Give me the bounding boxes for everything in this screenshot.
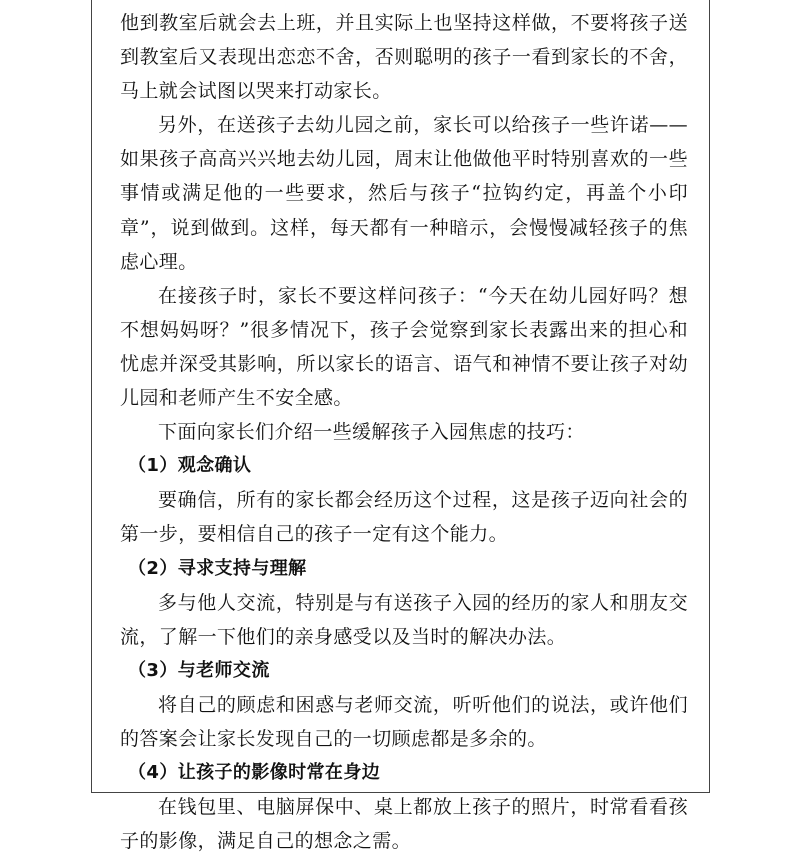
tip-heading-2: （2）寻求支持与理解 bbox=[128, 557, 307, 579]
page-content bbox=[120, 6, 688, 858]
tip-text-2: 多与他人交流，特别是与有送孩子入园的经历的家人和朋友交流，了解一下他们的亲身感受以及当时的解决办法。 bbox=[120, 591, 688, 648]
tip-text-3: 将自己的顾虑和困惑与老师交流，听听他们的说法，或许他们的答案会让家长发现自己的一切顾虑都是多余的。 bbox=[120, 693, 688, 750]
paragraph-continued: 他到教室后就会去上班，并且实际上也坚持这样做，不要将孩子送到教室后又表现出恋恋不舍，否则聪明的孩子一看到家长的不舍，马上就会试图以哭来打动家长。 bbox=[120, 12, 688, 103]
tip-heading-1: （1）观念确认 bbox=[128, 455, 252, 477]
tip-heading-3: （3）与老师交流 bbox=[128, 659, 270, 681]
paragraph-tips-intro: 下面向家长们介绍一些缓解孩子入园焦虑的技巧： bbox=[158, 421, 585, 444]
paragraph-promise: 另外，在送孩子去幼儿园之前，家长可以给孩子一些许诺——如果孩子高高兴兴地去幼儿园，周末让他做他平时特别喜欢的一些事情或满足他的一些要求，然后与孩子“拉钩约定，再盖个小印章”，说到做到。这样，每天都有一种暗示，会慢慢减轻孩子的焦虑心理。 bbox=[120, 114, 688, 273]
tip-text-1: 要确信，所有的家长都会经历这个过程，这是孩子迈向社会的第一步，要相信自己的孩子一定有这个能力。 bbox=[120, 489, 688, 546]
paragraph-pickup: 在接孩子时，家长不要这样问孩子：“今天在幼儿园好吗？想不想妈妈呀？”很多情况下，孩子会觉察到家长表露出来的担心和忧虑并深受其影响，所以家长的语言、语气和神情不要让孩子对幼儿园和老师产生不安全感。 bbox=[120, 284, 688, 410]
book-page bbox=[91, 0, 710, 853]
tip-heading-4: （4）让孩子的影像时常在身边 bbox=[128, 762, 381, 784]
tip-text-4: 在钱包里、电脑屏保中、桌上都放上孩子的照片，时常看看孩子的影像，满足自己的想念之需。 bbox=[120, 796, 688, 853]
